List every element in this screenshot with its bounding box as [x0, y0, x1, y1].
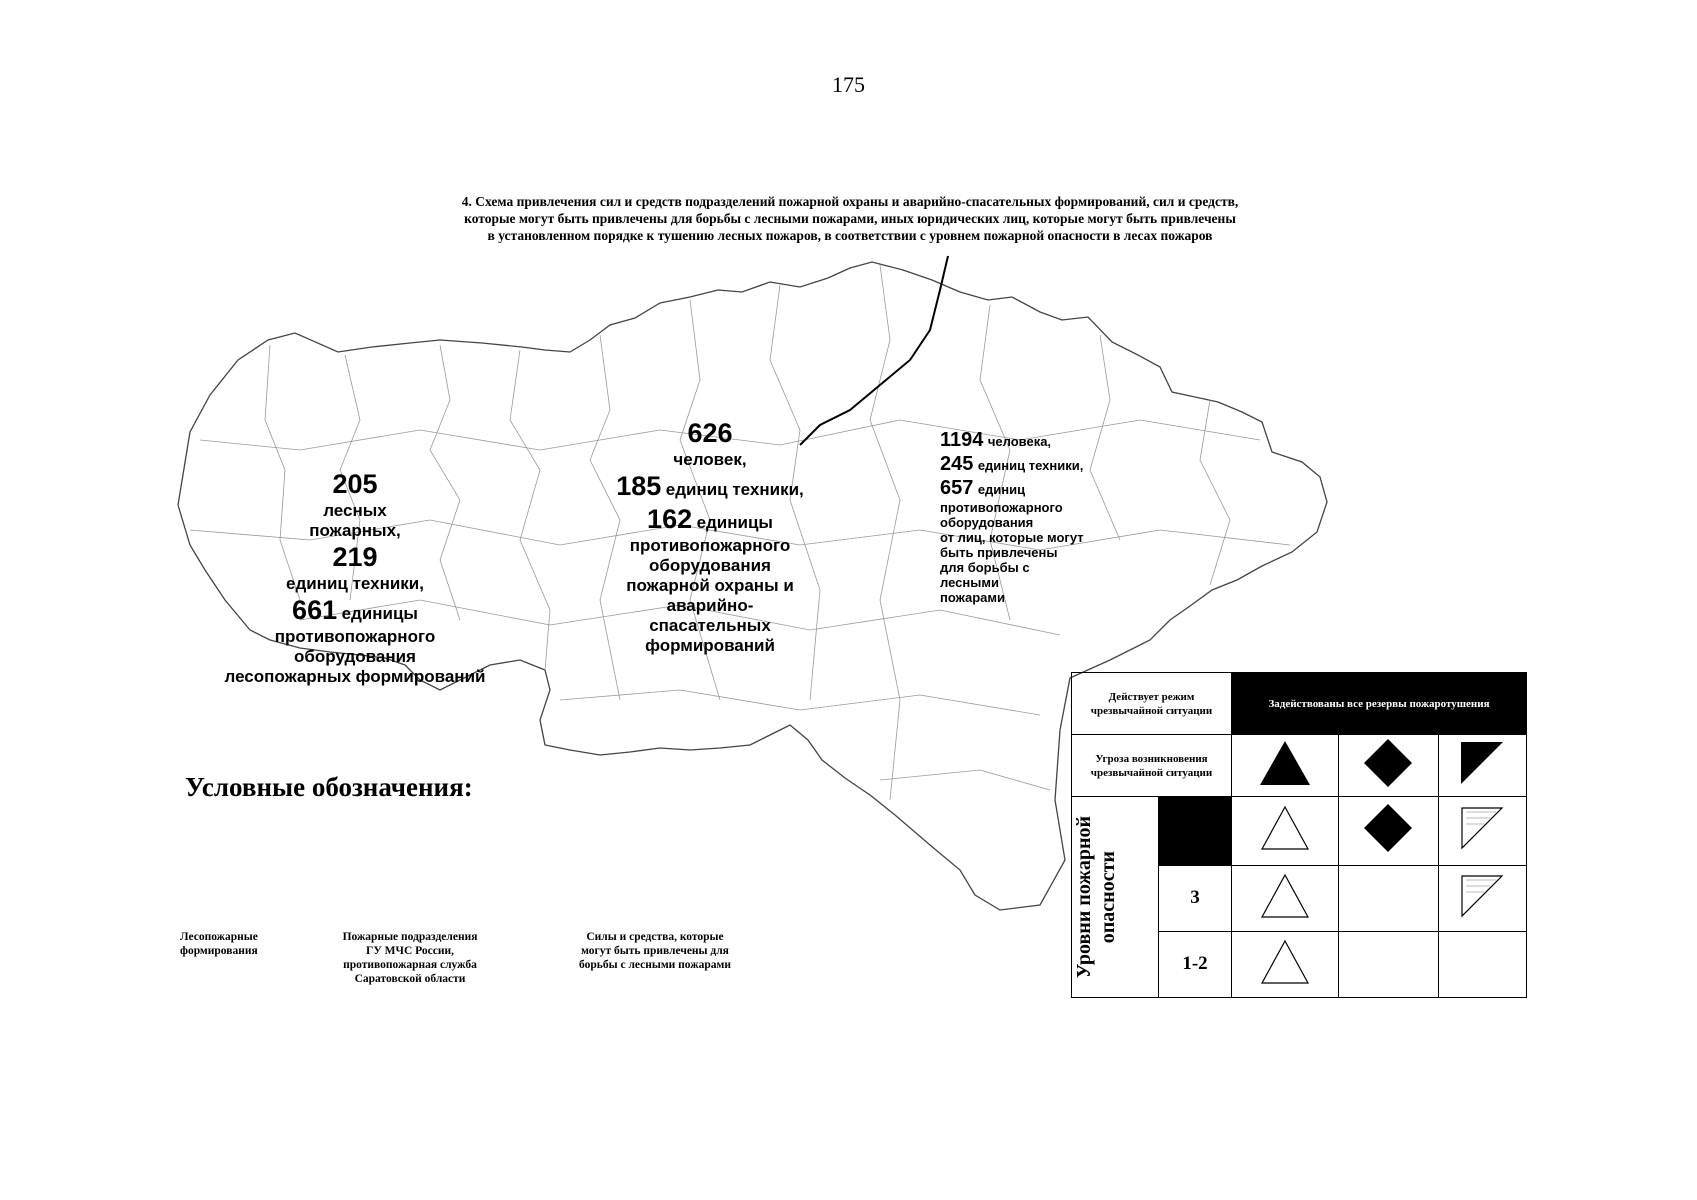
- filled-triangle-icon: [1257, 738, 1313, 788]
- row-level-4-5: [1072, 797, 1527, 865]
- equipment-text-1: противопожарного: [274, 627, 436, 646]
- legend-text: ГУ МЧС России,: [366, 945, 454, 957]
- filled-right-triangle-icon: [1459, 740, 1505, 786]
- tekhnika-text: единиц техники,: [977, 458, 1084, 473]
- legend-text: Саратовской области: [354, 973, 466, 985]
- fire-danger-levels-table: [1071, 672, 1527, 998]
- equipment-text-2: оборудования: [940, 515, 1034, 530]
- legend-heading: Условные обозначения:: [185, 772, 473, 802]
- equipment-count: 657: [940, 477, 974, 499]
- outline-hatched-triangle-icon: [1460, 806, 1504, 850]
- outline-triangle-icon: [1259, 804, 1311, 852]
- threat-fire-dept-symbol: [1339, 735, 1439, 797]
- level-3-fire-dept: [1339, 865, 1439, 931]
- equipment-text-3: от лиц, которые могут: [940, 530, 1084, 545]
- level-3-forest: [1232, 865, 1339, 931]
- threat-label: Угроза возникновения чрезвычайной ситуации: [1072, 735, 1232, 797]
- legend-other-forces: [555, 930, 755, 972]
- filled-diamond-icon: [1362, 802, 1414, 854]
- outline-triangle-icon: [1259, 872, 1311, 920]
- equipment-text-4: быть привлечены: [940, 545, 1058, 560]
- pozharnykh-text: пожарных,: [309, 521, 401, 540]
- threat-forest-symbol: [1232, 735, 1339, 797]
- outline-triangle-icon: [1259, 938, 1311, 986]
- row-threat: [1072, 735, 1527, 797]
- level-high-forest: [1232, 797, 1339, 865]
- equipment-text-1: противопожарного: [629, 536, 791, 555]
- equipment-text-5: для борьбы с: [940, 560, 1030, 575]
- equipment-text-4: аварийно-: [666, 596, 754, 615]
- legend-text: Пожарные подразделения: [342, 931, 478, 943]
- equipment-text-6: формирований: [645, 636, 775, 655]
- lesnye-count: 205: [332, 469, 378, 499]
- level-3-other: [1438, 865, 1526, 931]
- equipment-unit: единиц: [977, 482, 1026, 497]
- people-text: человека,: [987, 434, 1052, 449]
- title-line-2: которые могут быть привлечены для борьбы с лесными пожарами, иных юридических лиц, которые могут быть привлечены: [464, 211, 1236, 226]
- fire-protection-summary: [565, 417, 855, 656]
- level-1-2-other: [1438, 931, 1526, 997]
- legend-text: противопожарная служба: [343, 959, 477, 971]
- equipment-text-1: противопожарного: [940, 500, 1063, 515]
- level-high-fire-dept: [1339, 797, 1439, 865]
- legend-text: Силы и средства, которые: [586, 931, 724, 943]
- level-1-2-fire-dept: [1339, 931, 1439, 997]
- row-emergency: [1072, 673, 1527, 735]
- tekhnika-count: 185: [616, 471, 662, 501]
- equipment-text-5: спасательных: [649, 616, 771, 635]
- legend-text: формирования: [180, 945, 258, 957]
- equipment-text-2: оборудования: [294, 647, 416, 666]
- title-line-1: 4. Схема привлечения сил и средств подразделений пожарной охраны и аварийно-спасательных формирований, сил и средств,: [461, 194, 1239, 209]
- level-high-other: [1438, 797, 1526, 865]
- emergency-label: Действует режим чрезвычайной ситуации: [1072, 673, 1232, 735]
- equipment-text-3: лесопожарных формирований: [224, 667, 486, 686]
- equipment-count: 661: [292, 595, 338, 625]
- legend-text: Лесопожарные: [180, 931, 258, 943]
- people-count: 626: [687, 418, 733, 448]
- equipment-unit: единицы: [341, 604, 418, 623]
- equipment-unit: единицы: [696, 513, 773, 532]
- tekhnika-text: единиц техники,: [285, 574, 424, 593]
- equipment-text-6: лесными: [940, 575, 999, 590]
- people-text: человек,: [673, 450, 747, 469]
- all-reserves-cell: Задействованы все резервы пожаротушения: [1232, 673, 1527, 735]
- outline-hatched-triangle-icon: [1460, 874, 1504, 918]
- filled-diamond-icon: [1362, 737, 1414, 789]
- tekhnika-count: 245: [940, 453, 974, 475]
- equipment-count: 162: [647, 504, 693, 534]
- level-1-2-forest: [1232, 931, 1339, 997]
- legend-forest-units: [180, 930, 290, 958]
- title-line-3: в установленном порядке к тушению лесных пожаров, в соответствии с уровнем пожарной опасности в лесах пожаров: [487, 228, 1213, 243]
- other-organizations-summary: [940, 428, 1140, 605]
- level-1-2-label: 1-2: [1159, 931, 1232, 997]
- levels-vertical-label: Уровни пожарной опасности: [1072, 797, 1159, 998]
- people-count: 1194: [940, 429, 984, 451]
- threat-other-symbol: [1438, 735, 1526, 797]
- equipment-text-7: пожарами: [940, 590, 1006, 605]
- level-high-marker: [1159, 797, 1232, 865]
- legend-fire-departments: [330, 930, 490, 986]
- tekhnika-count: 219: [332, 542, 378, 572]
- level-3-label: 3: [1159, 865, 1232, 931]
- forest-fire-units-summary: [195, 468, 515, 687]
- lesnye-text: лесных: [323, 501, 387, 520]
- equipment-text-3: пожарной охраны и: [626, 576, 794, 595]
- page-number: 175: [832, 72, 865, 97]
- legend-text: могут быть привлечены для: [581, 945, 729, 957]
- equipment-text-2: оборудования: [649, 556, 771, 575]
- legend-text: борьбы с лесными пожарами: [579, 959, 731, 971]
- tekhnika-text: единиц техники,: [665, 480, 804, 499]
